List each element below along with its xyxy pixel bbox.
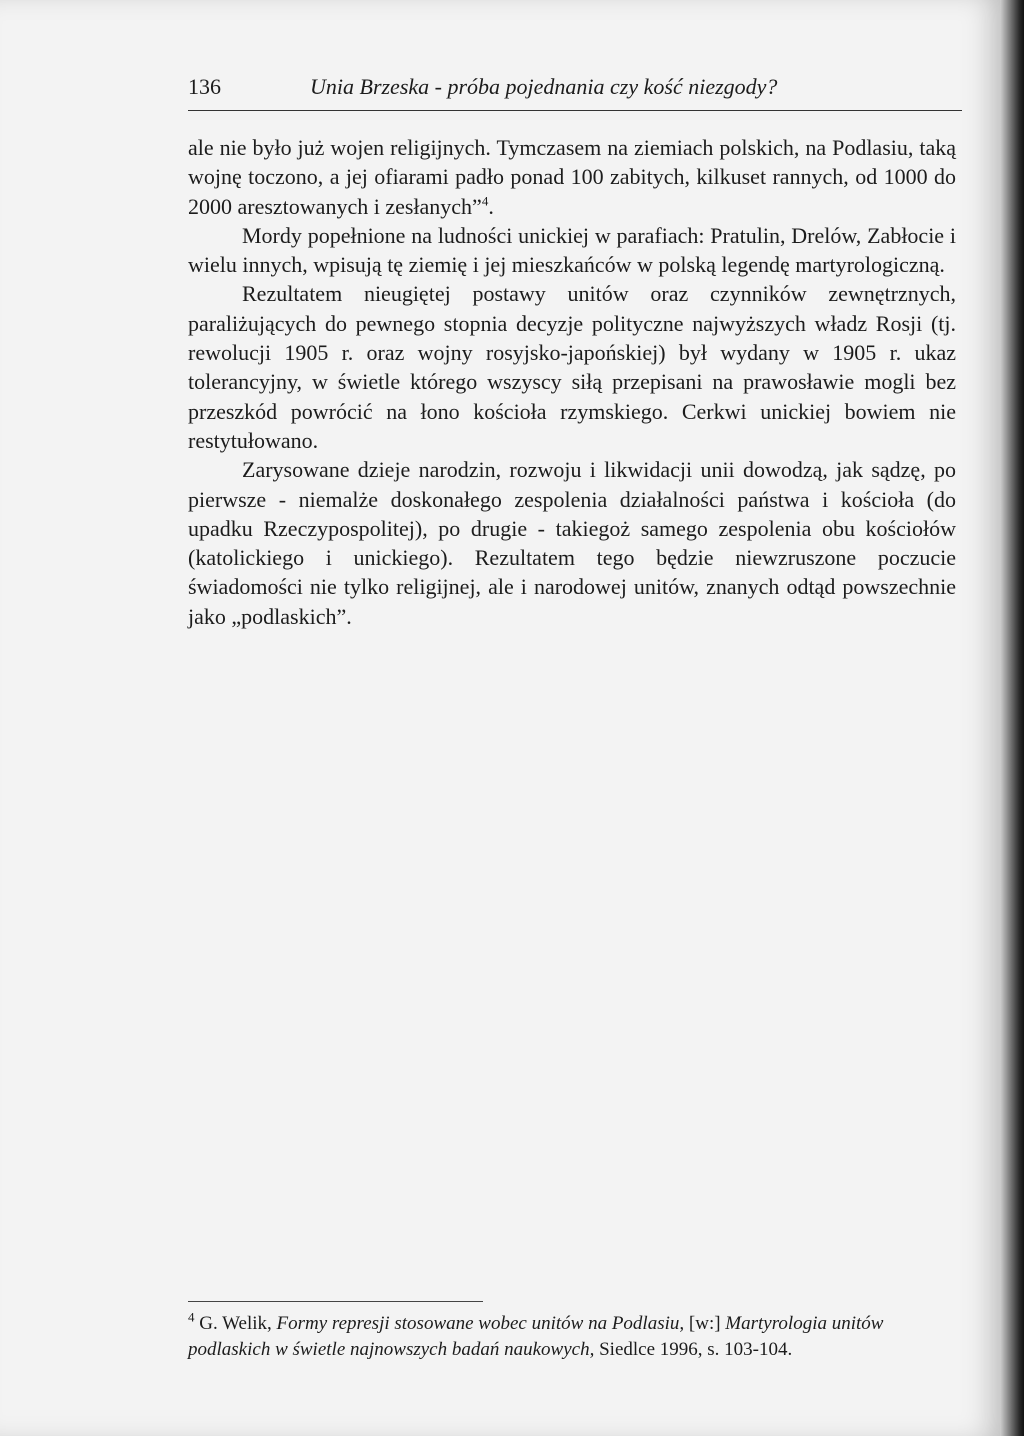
- paragraph-4: Zarysowane dzieje narodzin, rozwoju i likwidacji unii dowodzą, jak sądzę, po pierwsze - niemalże doskonałego zespolenia działalności państwa i kościoła (do upadku Rzeczypospolitej), po drugie - takiegoż samego zespolenia obu kościołów (katolickiego i unickiego). Rezultatem tego będzie niewzruszone poczucie świadomości nie tylko religijnej, ale i narodowej unitów, znanych odtąd powszechnie jako „podlaskich”.: [188, 457, 956, 629]
- page-number: 136: [188, 74, 221, 99]
- footnote-book: Martyrologia unitów podlaskich w świetle najnowszych badań naukowych,: [188, 1313, 884, 1360]
- footnote-publication: Siedlce 1996, s. 103-104.: [599, 1339, 793, 1360]
- paragraph-1: [188, 133, 956, 221]
- paragraph-3: Rezultatem nieugiętej postawy unitów oraz czynników zewnętrznych, paraliżujących do pewnego stopnia decyzje polityczne najwyższych władz Rosji (tj. rewolucji 1905 r. oraz wojny rosyjsko-japońskiej) był wydany w 1905 r. ukaz tolerancyjny, w świetle którego wszyscy siłą przepisani na prawosławie mogli bez przeszkód powrócić na łono kościoła rzymskiego. Cerkwi unickiej bowiem nie restytułowano.: [188, 281, 956, 453]
- header-rule: [188, 110, 962, 111]
- running-title: Unia Brzeska - próba pojednania czy kość niezgody?: [310, 74, 778, 99]
- page-edge-shadow: [1000, 0, 1024, 1436]
- footnote-rule: [188, 1301, 483, 1302]
- footnote-author: G. Welik,: [199, 1313, 272, 1334]
- main-text: [188, 133, 956, 631]
- paragraph-1-text: ale nie było już wojen religijnych. Tymczasem na ziemiach polskich, na Podlasiu, taką wojnę toczono, a jej ofiarami padło ponad 100 zabitych, kilkuset rannych, od 1000 do 2000 aresztowanych i zesłanych”: [188, 135, 956, 219]
- footnote: [188, 1311, 956, 1363]
- footnote-title: Formy represji stosowane wobec unitów na Podlasiu,: [276, 1313, 685, 1334]
- footnote-ref: 4: [481, 193, 489, 209]
- paragraph-2: Mordy popełnione na ludności unickiej w parafiach: Pratulin, Drelów, Zabłocie i wielu innych, wpisują tę ziemię i jej mieszkańców w polską legendę martyrologiczną.: [188, 222, 956, 278]
- footnote-number: 4: [188, 1309, 195, 1325]
- paragraph-1-tail: .: [488, 193, 494, 219]
- footnote-in: [w:]: [688, 1313, 721, 1334]
